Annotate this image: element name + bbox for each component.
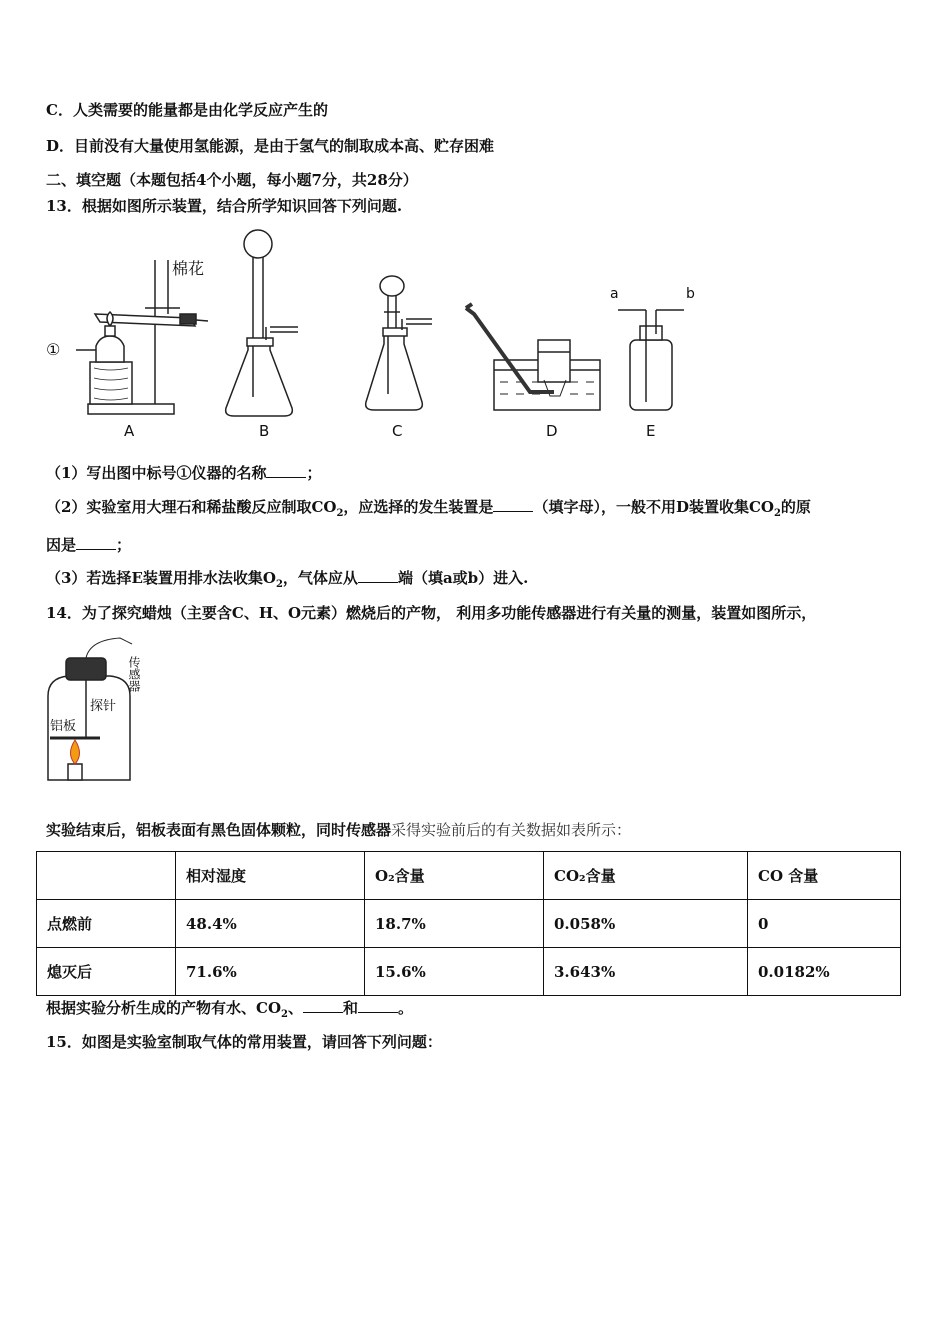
table-cell: 15.6% bbox=[365, 948, 544, 996]
table-header: O₂含量 bbox=[365, 852, 544, 900]
question-13: 13．根据如图所示装置，结合所学知识回答下列问题. bbox=[46, 197, 403, 215]
port-a: a bbox=[610, 286, 619, 302]
label-e: E bbox=[646, 422, 656, 440]
question-15: 15．如图是实验室制取气体的常用装置，请回答下列问题： bbox=[46, 1033, 442, 1051]
table-header: CO₂含量 bbox=[544, 852, 748, 900]
conical-flask-c bbox=[366, 330, 423, 410]
experiment-result: 实验结束后，铝板表面有黑色固体颗粒，同时传感器采得实验前后的有关数据如表所示： bbox=[46, 821, 632, 839]
table-cell: 0 bbox=[748, 900, 901, 948]
table-row bbox=[37, 948, 901, 996]
table-cell: 18.7% bbox=[365, 900, 544, 948]
table-cell: 0.0182% bbox=[748, 948, 901, 996]
sensor-cap bbox=[66, 658, 106, 680]
table-cell: 0.058% bbox=[544, 900, 748, 948]
cotton-label: 棉花 bbox=[172, 259, 205, 278]
stand-base bbox=[88, 404, 174, 414]
table-cell: 71.6% bbox=[176, 948, 365, 996]
table-header-row bbox=[37, 852, 901, 900]
table-cell bbox=[37, 852, 176, 900]
table-cell: 点燃前 bbox=[37, 900, 176, 948]
answer-blank[interactable] bbox=[303, 998, 343, 1013]
q13-part-3: （3）若选择E装置用排水法收集$O_2$，气体应从 端（填a或b）进入. bbox=[46, 569, 529, 590]
port-b: b bbox=[686, 286, 695, 302]
section-heading: 二、填空题（本题包括4个小题，每小题7分，共28分） bbox=[46, 171, 418, 189]
answer-blank[interactable] bbox=[358, 998, 398, 1013]
option-d: D．目前没有大量使用氢能源，是由于氢气的制取成本高、贮存困难 bbox=[46, 137, 495, 155]
answer-blank[interactable] bbox=[76, 535, 116, 550]
table-cell: 熄灭后 bbox=[37, 948, 176, 996]
gas-jar-d bbox=[538, 340, 570, 382]
data-table bbox=[36, 851, 901, 996]
conclusion: 根据实验分析生成的产物有水、$CO_2$、 和 。 bbox=[46, 999, 414, 1020]
table-header: CO 含量 bbox=[748, 852, 901, 900]
label-a: A bbox=[124, 422, 135, 440]
plate-label: 铝板 bbox=[50, 719, 77, 734]
option-c: C．人类需要的能量都是由化学反应产生的 bbox=[46, 101, 328, 119]
question-14: 14．为了探究蜡烛（主要含C、H、O元素）燃烧后的产物， 利用多功能传感器进行有关量的测量，装置如图所示， bbox=[46, 604, 817, 622]
conical-flask-b bbox=[226, 340, 293, 416]
separatory-funnel bbox=[380, 276, 404, 296]
q13-part-1: （1）写出图中标号①仪器的名称 ； bbox=[46, 464, 322, 482]
q13-part-2: （2）实验室用大理石和稀盐酸反应制取$CO_2$，应选择的发生装置是 （填字母），一般不用D装置收集$CO_2$的原 bbox=[46, 498, 811, 519]
wash-bottle-e bbox=[630, 340, 672, 410]
table-cell: 48.4% bbox=[176, 900, 365, 948]
label-b: B bbox=[259, 422, 270, 440]
table-header: 相对湿度 bbox=[176, 852, 365, 900]
funnel-bulb bbox=[244, 230, 272, 258]
alcohol-lamp bbox=[96, 336, 124, 362]
label-d: D bbox=[546, 422, 558, 440]
sensor-label: 传感器 bbox=[127, 656, 141, 692]
probe-label: 探针 bbox=[90, 699, 117, 714]
marker-1: ① bbox=[46, 340, 61, 359]
figure-14-sensor-bottle bbox=[40, 634, 150, 784]
answer-blank[interactable] bbox=[266, 463, 306, 478]
label-c: C bbox=[392, 422, 403, 440]
table-cell: 3.643% bbox=[544, 948, 748, 996]
figure-13-apparatus bbox=[40, 222, 700, 440]
answer-blank[interactable] bbox=[358, 568, 398, 583]
table-row bbox=[37, 900, 901, 948]
candle bbox=[68, 764, 82, 780]
q13-part-2-cont: 因是 ； bbox=[46, 536, 132, 554]
answer-blank[interactable] bbox=[493, 497, 533, 512]
